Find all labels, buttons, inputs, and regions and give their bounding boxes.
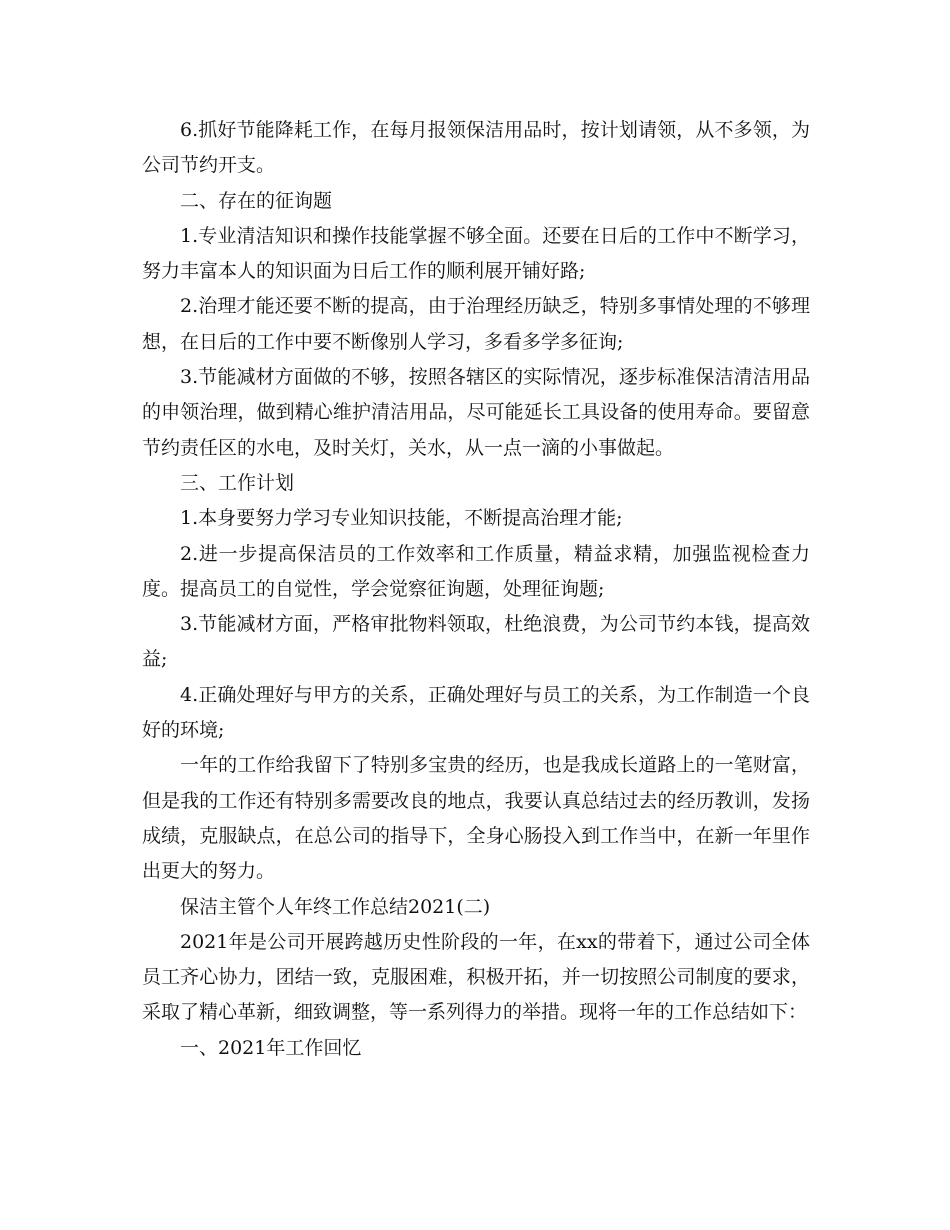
paragraph-plan-1: 1.本身要努力学习专业知识技能，不断提高治理才能; xyxy=(180,507,623,530)
section-heading-review: 一、2021年工作回忆 xyxy=(180,1036,362,1059)
paragraph-conclusion: 一年的工作给我留下了特别多宝贵的经历，也是我成长道路上的一笔财富，但是我的工作还有特别多需要改良的地点，我要认真总结过去的经历教训，发扬成绩，克服缺点，在总公司的指导下，全身心肠投入到工作当中，在新一年里作出更大的努力。 xyxy=(142,754,810,883)
paragraph-problem-1: 1.专业清洁知识和操作技能掌握不够全面。还要在日后的工作中不断学习，努力丰富本人的知识面为日后工作的顺利展开铺好路; xyxy=(142,224,810,283)
section-heading-problems: 二、存在的征询题 xyxy=(180,189,333,212)
document-body xyxy=(142,113,810,1066)
paragraph-problem-3: 3.节能减材方面做的不够，按照各辖区的实际情况，逐步标准保洁清洁用品的申领治理，做到精心维护清洁用品，尽可能延长工具设备的使用寿命。要留意节约责任区的水电，及时关灯，关水，从一点一滴的小事做起。 xyxy=(142,366,810,459)
paragraph-plan-2: 2.进一步提高保洁员的工作效率和工作质量，精益求精，加强监视检查力度。提高员工的自觉性，学会觉察征询题，处理征询题; xyxy=(142,542,810,600)
section-heading-work-plan: 三、工作计划 xyxy=(180,471,295,494)
paragraph-problem-2: 2.治理才能还要不断的提高，由于治理经历缺乏，特别多事情处理的不够理想，在日后的工作中要不断像别人学习，多看多学多征询; xyxy=(142,295,810,353)
document-subtitle: 保洁主管个人年终工作总结2021(二) xyxy=(180,895,491,918)
paragraph-item-6-energy-saving: 6.抓好节能降耗工作，在每月报领保洁用品时，按计划请领，从不多领，为公司节约开支。 xyxy=(142,119,810,177)
paragraph-plan-3: 3.节能减材方面，严格审批物料领取，杜绝浪费，为公司节约本钱，提高效益; xyxy=(142,613,810,671)
paragraph-plan-4: 4.正确处理好与甲方的关系，正确处理好与员工的关系，为工作制造一个良好的环境; xyxy=(142,683,810,742)
paragraph-intro-2021: 2021年是公司开展跨越历史性阶段的一年，在xx的带着下，通过公司全体员工齐心协力，团结一致，克服困难，积极开拓，并一切按照公司制度的要求，采取了精心革新，细致调整，等一系列得力的举措。现将一年的工作总结如下： xyxy=(142,930,810,1024)
